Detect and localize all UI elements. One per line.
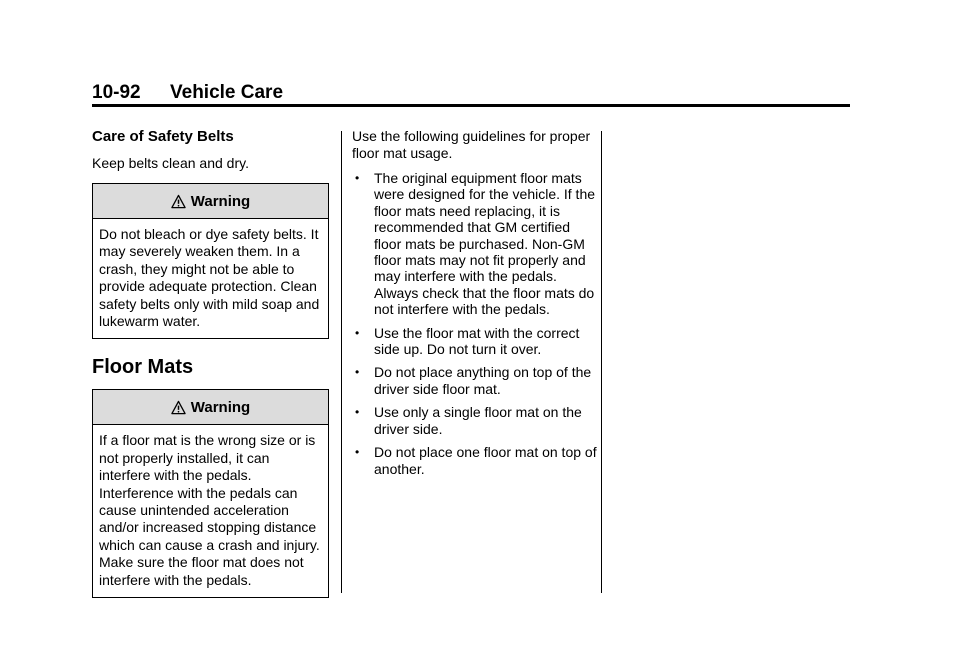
- list-item-text: The original equipment floor mats were designed for the vehicle. If the floor mats need replacing, it is recommended that GM certified floor mats be purchased. Non-GM floor mats may not fit properly and may interfere with the pedals. Always check that the floor mats do not interfere with the pedals.: [374, 170, 596, 318]
- column-middle: [352, 128, 597, 484]
- safety-belts-warning-box: [92, 183, 329, 339]
- header-rule: [92, 104, 850, 107]
- bullet-icon: •: [355, 405, 360, 420]
- safety-belts-warning-header: [93, 184, 328, 219]
- bullet-icon: •: [355, 365, 360, 380]
- column-divider-left: [341, 131, 342, 593]
- safety-belts-heading: Care of Safety Belts: [92, 128, 234, 145]
- list-item: [352, 444, 597, 477]
- warning-triangle-icon: [171, 194, 186, 209]
- list-item-text: Use the floor mat with the correct side up. Do not turn it over.: [374, 324, 580, 358]
- bullet-icon: •: [355, 171, 360, 185]
- section-title: Vehicle Care: [170, 82, 284, 103]
- bullet-icon: •: [355, 325, 360, 340]
- list-item-text: Do not place one floor mat on top of another.: [374, 444, 597, 477]
- list-item: [352, 364, 597, 397]
- floor-mats-warning-box: [92, 389, 329, 598]
- safety-belts-warning-title: Warning: [190, 192, 251, 210]
- list-item: [352, 325, 597, 358]
- page-number: 10-92: [92, 82, 141, 103]
- floor-mats-warning-title: Warning: [190, 398, 251, 416]
- column-left: [92, 128, 329, 598]
- bullet-icon: •: [355, 445, 360, 460]
- floor-mats-warning-header: [93, 390, 328, 425]
- list-item-text: Do not place anything on top of the driver side floor mat.: [374, 364, 592, 397]
- list-item-text: Use only a single floor mat on the driver side.: [374, 404, 582, 437]
- guidelines-intro: Use the following guidelines for proper floor mat usage.: [352, 128, 591, 161]
- floor-mats-warning-text: If a floor mat is the wrong size or is not properly installed, it can interfere with the pedals. Interference with the pedals can cause unintended acceleration and/or increased stopping distance which can cause a crash and injury. Make sure the floor mat does not interfere with the pedals.: [99, 432, 320, 588]
- safety-belts-warning-text: Do not bleach or dye safety belts. It may severely weaken them. In a crash, they might not be able to provide adequate protection. Clean safety belts only with mild soap and lukewarm water.: [99, 226, 320, 330]
- column-divider-right: [601, 131, 602, 593]
- list-item: [352, 170, 597, 318]
- page-header: [92, 82, 850, 104]
- guidelines-list: [352, 170, 597, 477]
- floor-mats-heading: Floor Mats: [92, 356, 194, 379]
- safety-belts-intro: Keep belts clean and dry.: [92, 155, 249, 171]
- list-item: [352, 404, 597, 437]
- warning-triangle-icon: [171, 400, 186, 415]
